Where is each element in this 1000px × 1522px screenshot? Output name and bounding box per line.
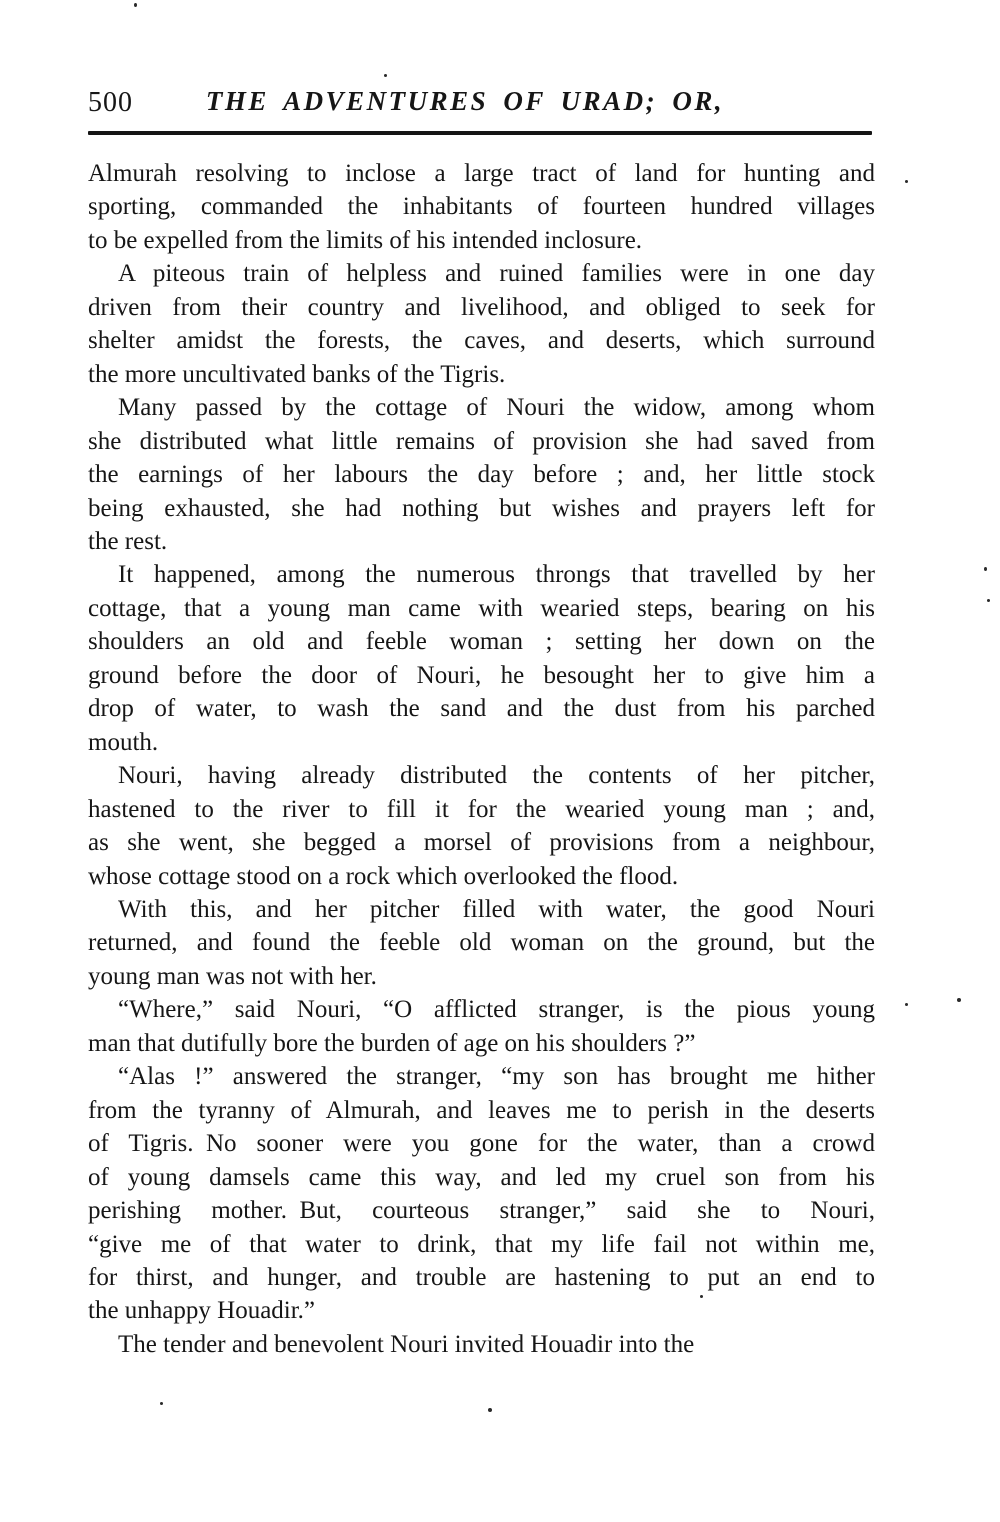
text-line: cottage, that a young man came with wearied steps, bearing on his [88,594,875,622]
text-line: shelter amidst the forests, the caves, and deserts, which surround [88,327,875,355]
text-line: hastened to the river to fill it for the wearied young man ; and, [88,795,875,823]
text-line: whose cottage stood on a rock which overlooked the flood. [88,862,679,890]
text-line: to be expelled from the limits of his intended inclosure. [88,226,643,254]
text-line: driven from their country and livelihood, and obliged to seek for [88,293,875,321]
ink-speck [987,599,990,602]
text-line: the earnings of her labours the day before ; and, her little stock [88,461,875,489]
text-line: The tender and benevolent Nouri invited Houadir into the [118,1330,695,1358]
ink-speck [134,3,137,7]
text-line: drop of water, to wash the sand and the dust from his parched [88,695,875,723]
text-line: “Where,” said Nouri, “O afflicted stranger, is the pious young [118,996,875,1024]
paragraph [88,391,875,558]
text-line: of Tigris. No sooner were you gone for the water, than a crowd [88,1130,875,1158]
ink-speck [160,1402,163,1405]
paragraph [88,893,875,993]
text-line: of young damsels came this way, and led my cruel son from his [88,1163,875,1191]
ink-speck [905,1003,908,1006]
text-line: the unhappy Houadir.” [88,1297,316,1325]
ink-speck [384,74,387,77]
paragraph [88,1328,875,1361]
text-line: Almurah resolving to inclose a large tract of land for hunting and [88,160,875,187]
text-line: perishing mother. But, courteous stranger,” said she to Nouri, [88,1197,875,1225]
text-line: returned, and found the feeble old woman on the ground, but the [88,929,875,957]
page-number: 500 [88,87,133,118]
text-line: as she went, she begged a morsel of provisions from a neighbour, [88,829,875,857]
text-line: being exhausted, she had nothing but wishes and prayers left for [88,494,875,522]
text-line: from the tyranny of Almurah, and leaves me to perish in the deserts [88,1096,875,1124]
text-line: Nouri, having already distributed the contents of her pitcher, [118,762,875,790]
text-block [88,157,875,1361]
text-line: for thirst, and hunger, and trouble are hastening to put an end to [88,1263,875,1291]
ink-speck [984,567,987,571]
paragraph [88,759,875,893]
paragraph [88,993,875,1060]
text-line: she distributed what little remains of provision she had saved from [88,427,875,455]
paragraph [88,1060,875,1328]
text-line: With this, and her pitcher filled with water, the good Nouri [118,895,875,923]
ink-speck [700,1295,703,1298]
text-line: It happened, among the numerous throngs that travelled by her [118,561,875,589]
text-line: young man was not with her. [88,962,377,990]
ink-speck [905,180,908,183]
text-line: man that dutifully bore the burden of age on his shoulders ?” [88,1029,696,1057]
running-title: THE ADVENTURES OF URAD; OR, [205,86,725,116]
text-line: “Alas !” answered the stranger, “my son has brought me hither [118,1063,875,1091]
text-line: “give me of that water to drink, that my life fail not within me, [88,1230,875,1258]
text-line: Many passed by the cottage of Nouri the widow, among whom [118,394,875,422]
running-head [88,86,872,122]
ink-speck [488,1408,492,1412]
text-line: A piteous train of helpless and ruined families were in one day [118,260,875,288]
text-line: mouth. [88,728,159,756]
paragraph [88,157,875,257]
paragraph [88,558,875,759]
text-line: shoulders an old and feeble woman ; setting her down on the [88,628,875,656]
text-line: the more uncultivated banks of the Tigris. [88,360,506,388]
text-line: the rest. [88,527,168,555]
ink-speck [957,998,961,1002]
header-rule [88,131,872,135]
text-line: sporting, commanded the inhabitants of fourteen hundred villages [88,193,875,221]
paragraph [88,257,875,391]
text-line: ground before the door of Nouri, he besought her to give him a [88,661,875,689]
